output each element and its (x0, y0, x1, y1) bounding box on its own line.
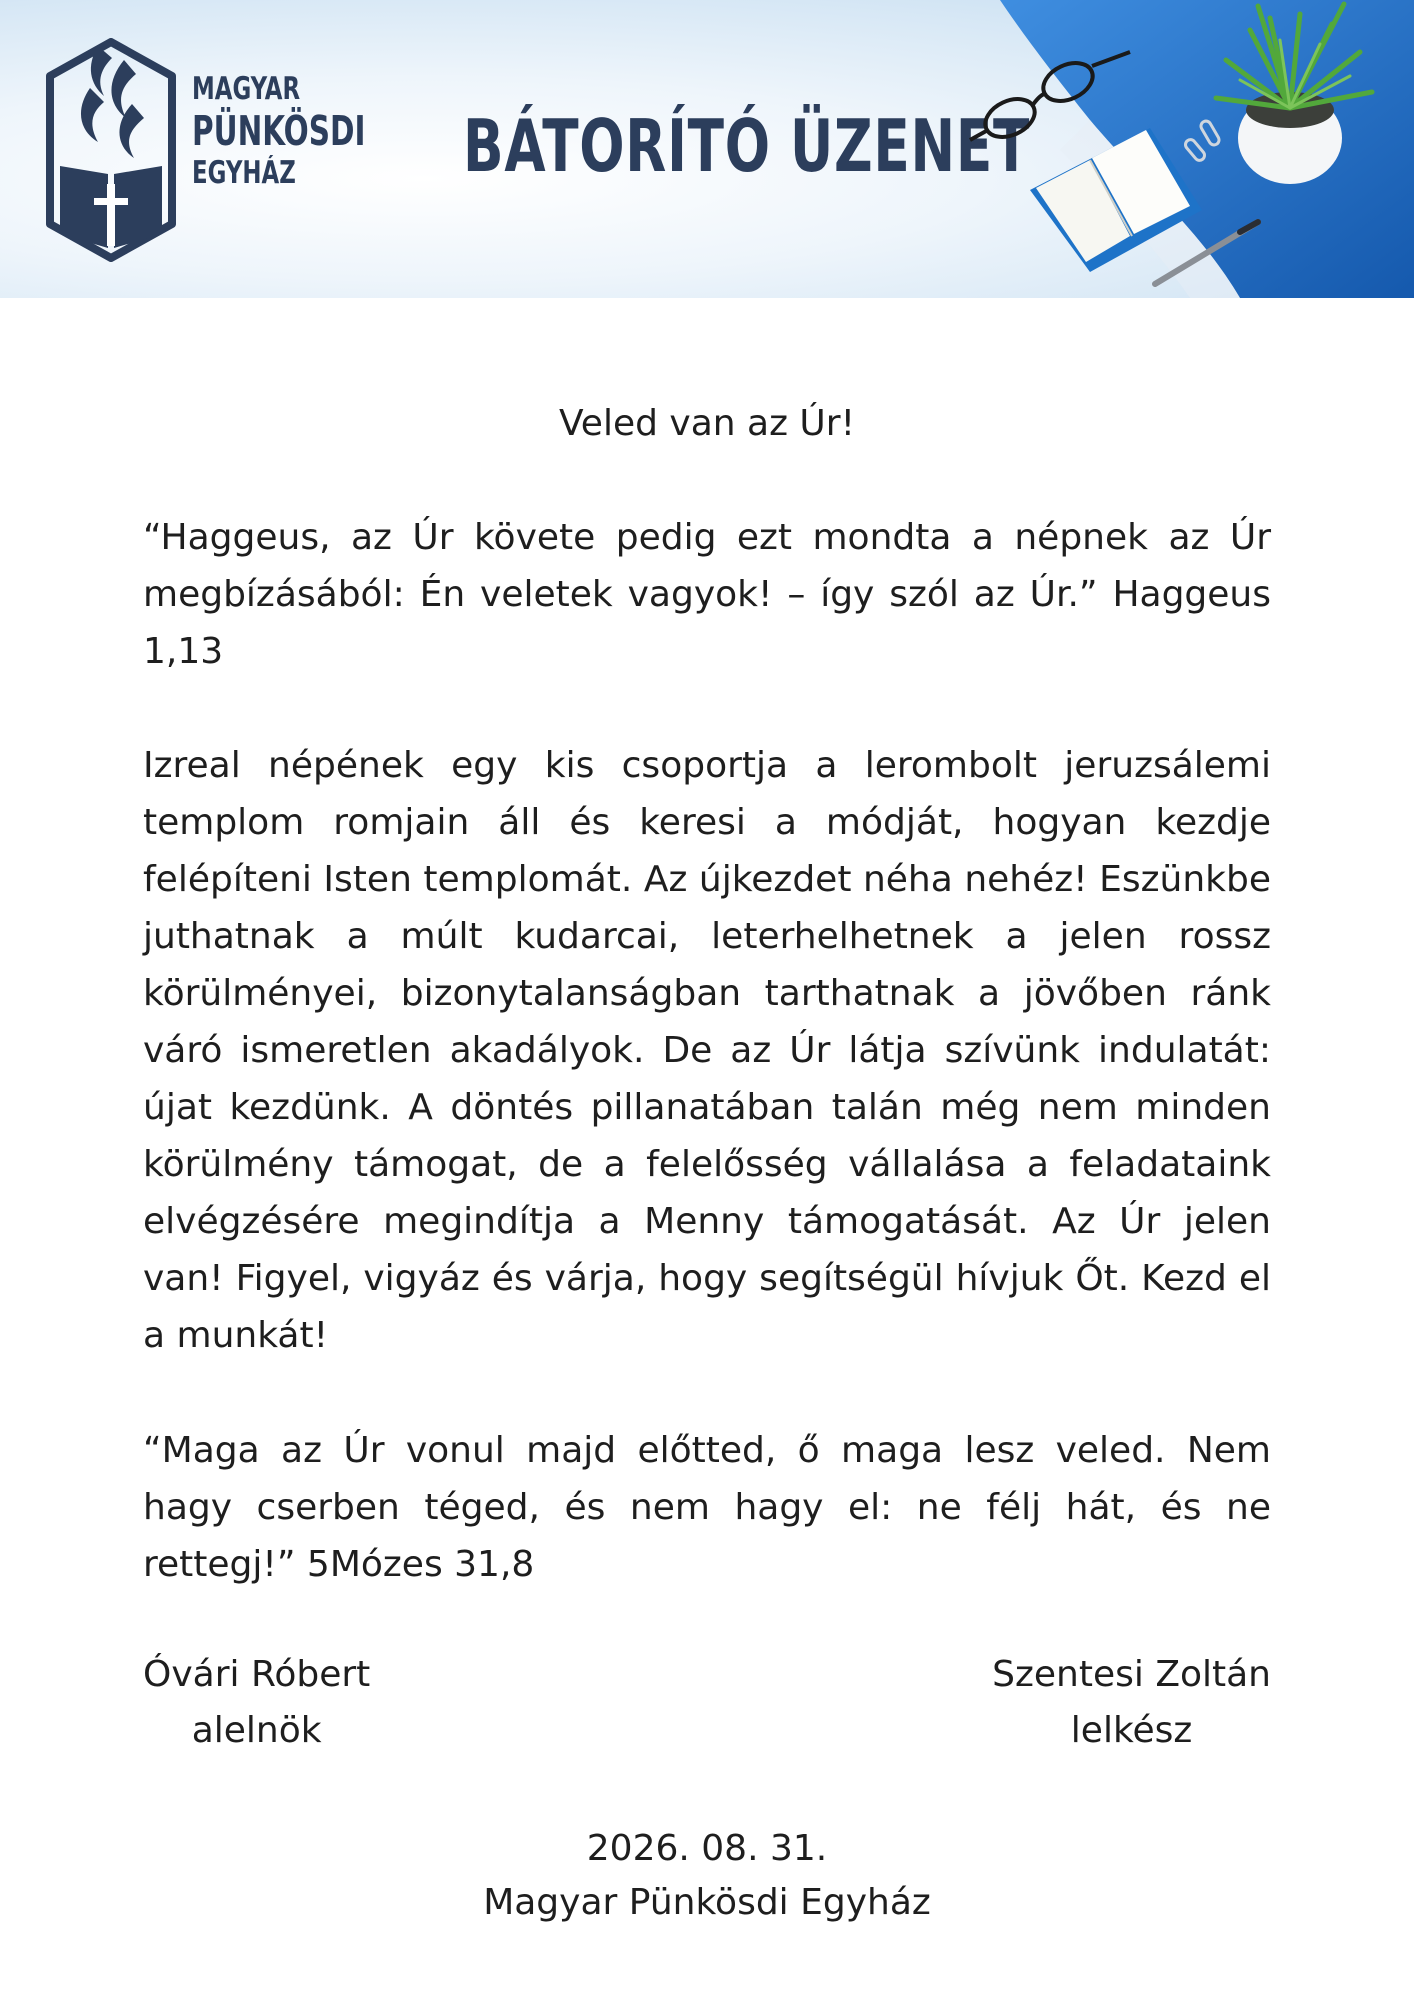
opening-verse: “Haggeus, az Úr követe pedig ezt mondta a népnek az Úr megbízásából: Én veletek vagyok! – így szól az Úr.” Haggeus 1,13 (143, 517, 1271, 672)
logo-line-1: MAGYAR (192, 71, 301, 107)
signature-right (992, 1647, 1271, 1759)
footer-date: 2026. 08. 31. (586, 1828, 828, 1869)
message-paragraph: Izreal népének egy kis csoportja a lerombolt jeruzsálemi templom romjain áll és keresi a módját, hogyan kezdje felépíteni Isten templomát. Az újkezdet néha nehéz! Eszünkbe juthatnak a múlt kudarcai, leterhelhetnek a jelen rossz körülményei, bizonytalanságban tarthatnak a jövőben ránk váró ismeretlen akadályok. De az Úr látja szívünk indulatát: újat kezdünk. A döntés pillanatában talán még nem minden körülmény támogat, de a felelősség vállalása a feladataink elvégzésére megindítja a Menny támogatását. Az Úr jelen van! Figyel, vigyáz és várja, hogy segítségül hívjuk Őt. Kezd el a munkát! (143, 745, 1271, 1356)
logo-line-3: EGYHÁZ (192, 155, 296, 191)
logo-line-2: PÜNKÖSDI (192, 107, 366, 155)
footer-organization: Magyar Pünkösdi Egyház (483, 1882, 931, 1923)
banner-title: BÁTORÍTÓ ÜZENET (463, 104, 1031, 188)
church-logo-icon (46, 38, 176, 262)
closing-verse: “Maga az Úr vonul majd előtted, ő maga lesz veled. Nem hagy cserben téged, és nem hagy el: ne félj hát, és ne rettegj!” 5Mózes 31,8 (143, 1430, 1271, 1585)
desk-illustration (940, 0, 1414, 298)
header-banner (0, 0, 1414, 298)
signer-name: Szentesi Zoltán (992, 1654, 1271, 1695)
footer (0, 1822, 1414, 1930)
signer-role: lelkész (1070, 1710, 1193, 1751)
logo-wordmark (192, 71, 382, 191)
signer-role: alelnök (191, 1710, 322, 1751)
signature-left (143, 1647, 370, 1759)
signer-name: Óvári Róbert (143, 1654, 371, 1695)
message-heading: Veled van az Úr! (558, 403, 856, 444)
